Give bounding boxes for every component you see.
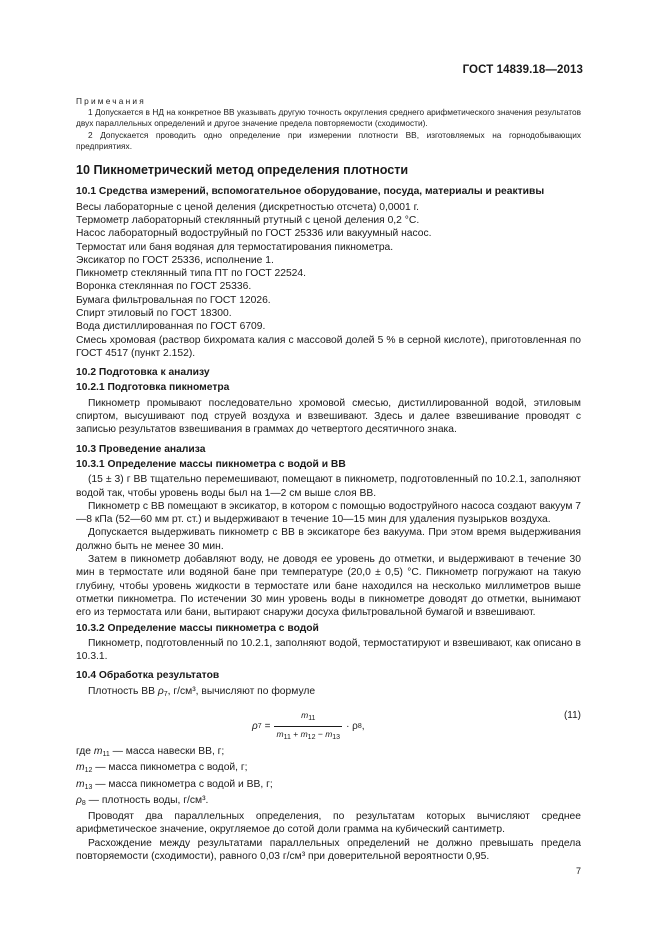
section-10-3-1-title: 10.3.1 Определение массы пикнометра с водой и ВВ — [76, 458, 346, 470]
den-c: m — [325, 729, 333, 740]
intro-prefix: Плотность ВВ — [88, 685, 158, 697]
where-prefix: где — [76, 746, 94, 757]
den-a-sub: 11 — [283, 734, 291, 742]
note-item: 1 Допускается в НД на конкретное ВВ указывать другую точность округления среднего арифметического значения результатов двух параллельных определений и другое значение предела повторяемости (сходимости). — [76, 107, 581, 129]
den-plus: + — [293, 729, 299, 740]
intro-rho-sub: 7 — [163, 690, 168, 698]
page-content — [76, 96, 581, 863]
where-text: — масса навески ВВ, г; — [109, 746, 225, 757]
equipment-item: Вода дистиллированная по ГОСТ 6709. — [76, 321, 266, 333]
formula-tail-end: , — [361, 721, 365, 733]
intro-suffix: , г/см³, вычисляют по формуле — [167, 685, 316, 697]
where-sub: 12 — [84, 767, 93, 775]
formula-numerator — [299, 709, 317, 726]
where-item — [76, 761, 581, 777]
paragraph: Пикнометр с ВВ помещают в эксикатор, в котором с помощью водоструйного насоса создают вакуум 7—8 кПа (52—60 мм рт. ст.) и выдерживают в течение 10—15 мин для удаления пузырьков воздуха. — [76, 500, 582, 526]
section-10-1-title: 10.1 Средства измерений, вспомогательное оборудование, посуда, материалы и реактивы — [76, 186, 545, 198]
where-text: — плотность воды, г/см³. — [85, 794, 209, 806]
equipment-item: Эксикатор по ГОСТ 25336, исполнение 1. — [76, 254, 274, 266]
equipment-item: Термометр лабораторный стеклянный ртутный с ценой деления 0,2 °С. — [76, 214, 420, 226]
paragraph: (15 ± 3) г ВВ тщательно перемешивают, помещают в пикнометр, подготовленный по 10.2.1, заполняют водой так, чтобы уровень воды был на 1—2 см выше слоя ВВ. — [76, 474, 581, 499]
paragraph: Затем в пикнометр добавляют воду, не доводя ее уровень до отметки, и выдерживают в течение 30 мин в термостате или водяной бане при температуре (20,0 ± 0,5) °С. Пикнометр погружают на такую глубину, чтобы уровень жидкости в термостате или бане находился на несколько миллиметров выше отметки пикнометра. По истечении 30 мин уровень воды в пикнометре доводят до отметки, вынимают его из термостата или бани, вытирают снаружи досуха фильтровальной бумагой и взвешивают. — [76, 554, 581, 619]
equipment-item: Весы лабораторные с ценой деления (дискретностью отсчета) 0,0001 г. — [76, 201, 419, 213]
paragraph: Пикнометр, подготовленный по 10.2.1, заполняют водой, термостатируют и взвешивают, как описано в 10.3.1. — [76, 637, 581, 663]
equipment-item: Бумага фильтровальная по ГОСТ 12026. — [76, 294, 271, 306]
formula-11 — [76, 709, 581, 742]
paragraph: Пикнометр промывают последовательно хромовой смесью, дистиллированной водой, этиловым спиртом, высушивают под струей воздуха и взвешивают. Здесь и далее взвешивание проводят с записью результатов взвешивания в граммах до четвертого десятичного знака. — [76, 397, 581, 436]
formula-number: (11) — [563, 710, 581, 721]
where-sub: 8 — [81, 799, 86, 807]
section-10-3-2-title: 10.3.2 Определение массы пикнометра с водой — [76, 622, 319, 634]
formula-denominator — [274, 726, 342, 744]
section-10-4-title: 10.4 Обработка результатов — [76, 670, 220, 682]
page-number: 7 — [576, 866, 582, 876]
formula-lhs-sub: 7 — [257, 723, 262, 731]
where-sub: 13 — [84, 783, 93, 791]
equipment-item: Насос лабораторный водоструйный по ГОСТ 25336 или вакуумный насос. — [76, 228, 432, 240]
den-b: m — [300, 729, 308, 740]
where-sub: 11 — [102, 751, 110, 758]
where-item — [76, 745, 581, 761]
paragraph: Расхождение между результатами параллельных определений не должно превышать предела повторяемости (сходимости), равного 0,03 г/см³ при доверительной вероятности 0,95. — [76, 837, 581, 863]
equipment-item: Термостат или баня водяная для термостатирования пикнометра. — [76, 241, 394, 253]
formula-body — [252, 709, 365, 745]
where-item — [76, 794, 581, 810]
intro-rho: ρ — [157, 685, 164, 697]
where-text: — масса пикнометра с водой и ВВ, г; — [92, 778, 273, 790]
formula-tail: · ρ — [346, 721, 358, 733]
equipment-item: Спирт этиловый по ГОСТ 18300. — [76, 307, 232, 319]
formula-intro — [76, 685, 581, 701]
where-text: — масса пикнометра с водой, г; — [92, 762, 248, 774]
document-id-header: ГОСТ 14839.18—2013 — [462, 64, 583, 76]
formula-eq: = — [264, 721, 271, 733]
num-sub: 11 — [308, 715, 316, 722]
section-10-title: 10 Пикнометрический метод определения плотности — [76, 163, 409, 178]
section-10-2-title: 10.2 Подготовка к анализу — [76, 367, 210, 379]
formula-fraction — [274, 709, 342, 745]
den-a: m — [276, 729, 284, 740]
where-sym: ρ — [76, 794, 82, 806]
den-b-sub: 12 — [307, 734, 316, 742]
num-m: m — [301, 710, 309, 720]
den-c-sub: 13 — [332, 734, 341, 742]
note-item: 2 Допускается проводить одно определение при измерении плотности ВВ, изготовляемых на горнодобывающих предприятиях. — [76, 129, 581, 151]
equipment-item: Смесь хромовая (раствор бихромата калия с массовой долей 5 % в серной кислоте), приготовленная по ГОСТ 4517 (пункт 2.152). — [76, 334, 581, 359]
where-item — [76, 778, 581, 794]
section-10-2-1-title: 10.2.1 Подготовка пикнометра — [76, 382, 230, 394]
formula-tail-sub: 8 — [357, 723, 362, 731]
notes-title: Примечания — [76, 96, 146, 106]
den-minus: − — [317, 729, 323, 740]
equipment-item: Воронка стеклянная по ГОСТ 25336. — [76, 281, 252, 293]
paragraph: Допускается выдерживать пикнометр с ВВ в эксикаторе без вакуума. При этом время выдерживания должно быть не менее 30 мин. — [76, 527, 581, 552]
equipment-item: Пикнометр стеклянный типа ПТ по ГОСТ 22524. — [76, 268, 306, 280]
formula-lhs: ρ — [252, 721, 258, 733]
paragraph: Проводят два параллельных определения, по результатам которых вычисляют среднее арифметическое значение, округляемое до сотой доли грамма на кубический сантиметр. — [76, 811, 581, 836]
section-10-3-title: 10.3 Проведение анализа — [76, 443, 206, 455]
where-sym: m — [93, 746, 103, 757]
notes-block — [76, 96, 581, 152]
where-sym: m — [76, 762, 85, 774]
where-sym: m — [76, 778, 85, 790]
